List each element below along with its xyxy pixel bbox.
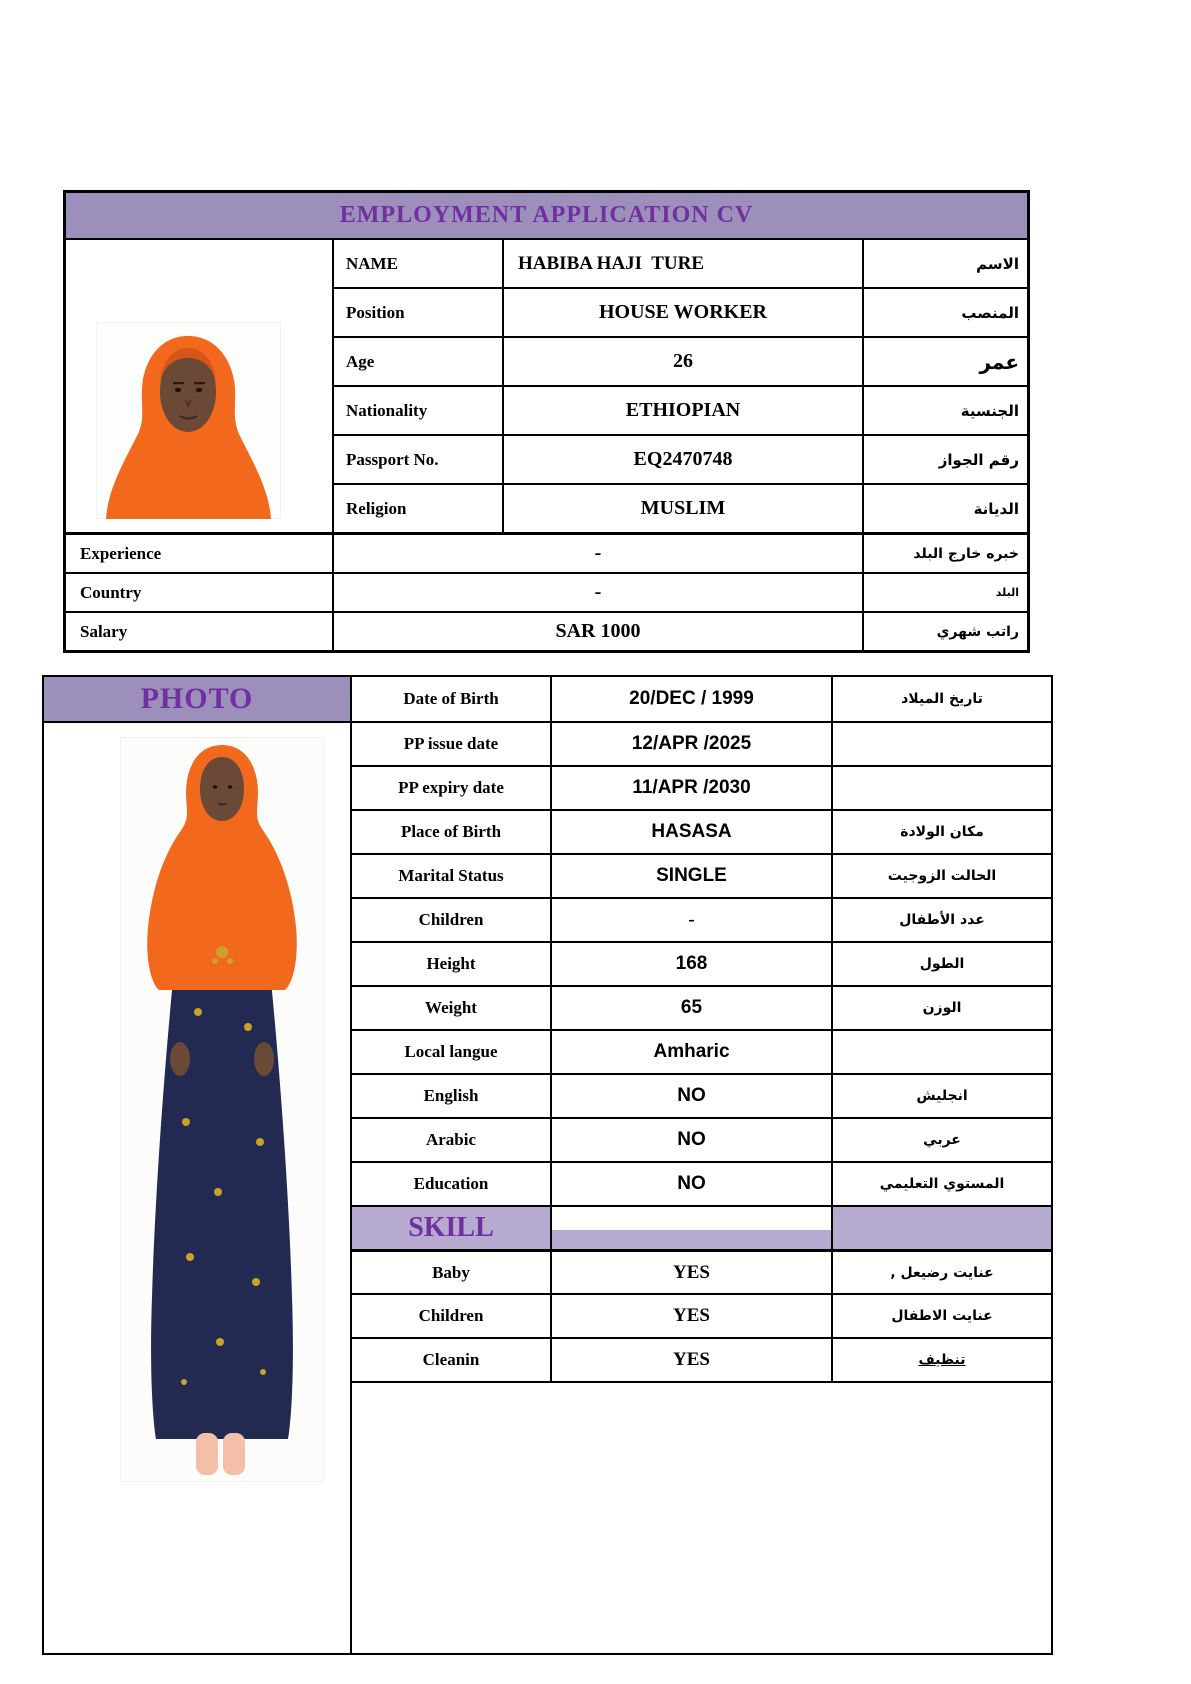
field-value: SINGLE	[552, 855, 833, 897]
field-label: Date of Birth	[352, 677, 552, 721]
field-label-arabic: الوزن	[922, 1000, 962, 1016]
field-value: Amharic	[552, 1031, 833, 1073]
field-value: ETHIOPIAN	[504, 387, 864, 436]
field-label-arabic: عنايت رضيعل ,	[890, 1264, 994, 1281]
field-label: Cleanin	[352, 1339, 552, 1381]
field-value: NO	[552, 1075, 833, 1117]
field-label-arabic: عنايت الاطفال	[891, 1308, 993, 1324]
field-label-arabic: الديانة	[864, 485, 1027, 534]
field-value: YES	[552, 1295, 833, 1337]
field-label-arabic: مكان الولادة	[900, 824, 984, 840]
field-label-arabic: عربي	[923, 1132, 961, 1148]
field-label: Age	[334, 338, 504, 387]
field-value: HABIBA HAJI TURE	[504, 240, 864, 289]
field-value: -	[552, 899, 833, 941]
table-row	[352, 987, 1051, 1031]
field-label-arabic: تاريخ الميلاد	[901, 691, 983, 707]
table-row	[352, 767, 1051, 811]
field-label-arabic: الحالت الزوجيت	[887, 868, 997, 884]
salary-row	[66, 613, 1027, 650]
field-label-arabic	[833, 767, 1051, 809]
field-value: -	[334, 574, 864, 611]
field-value: NO	[552, 1163, 833, 1205]
table-row	[352, 943, 1051, 987]
headshot-photo	[96, 322, 281, 519]
field-label: Place of Birth	[352, 811, 552, 853]
country-row	[66, 574, 1027, 613]
field-label: Position	[334, 289, 504, 338]
field-value: EQ2470748	[504, 436, 864, 485]
field-label: Salary	[66, 613, 334, 650]
table-row	[352, 1075, 1051, 1119]
field-label-arabic: الاسم	[864, 240, 1027, 289]
field-label: Education	[352, 1163, 552, 1205]
field-value: -	[334, 535, 864, 572]
field-label-arabic: تنظيف	[918, 1352, 966, 1368]
table-row	[352, 899, 1051, 943]
field-label-arabic: عدد الأطفال	[899, 912, 985, 928]
field-label: Religion	[334, 485, 504, 534]
field-label-arabic: الطول	[919, 956, 965, 972]
field-label: Marital Status	[352, 855, 552, 897]
field-label-arabic: رقم الجواز	[864, 436, 1027, 485]
field-label: PP issue date	[352, 723, 552, 765]
field-value: NO	[552, 1119, 833, 1161]
details-table	[42, 675, 1053, 1655]
table-header-band	[66, 193, 1027, 240]
field-value: YES	[552, 1252, 833, 1293]
field-label-arabic: المنصب	[864, 289, 1027, 338]
skill-split-cell	[552, 1207, 833, 1249]
field-label-arabic: الجنسية	[864, 387, 1027, 436]
field-label: Local langue	[352, 1031, 552, 1073]
field-value: HOUSE WORKER	[504, 289, 864, 338]
table-row	[352, 855, 1051, 899]
field-value: MUSLIM	[504, 485, 864, 534]
details-rows	[352, 677, 1051, 1383]
table-row	[352, 1163, 1051, 1207]
field-label: Arabic	[352, 1119, 552, 1161]
employment-application-table	[63, 190, 1030, 653]
photo-column	[44, 677, 352, 1653]
field-value: 11/APR /2030	[552, 767, 833, 809]
field-label-arabic: عمر	[864, 338, 1027, 387]
field-label-arabic: راتب شهري	[936, 623, 1019, 640]
field-label: PP expiry date	[352, 767, 552, 809]
field-value: SAR 1000	[334, 613, 864, 650]
table-row	[352, 1339, 1051, 1383]
table-row	[352, 1295, 1051, 1339]
field-label-arabic	[833, 723, 1051, 765]
field-label: Passport No.	[334, 436, 504, 485]
field-value: 12/APR /2025	[552, 723, 833, 765]
field-label: NAME	[334, 240, 504, 289]
table-row	[352, 1251, 1051, 1295]
photo-header-label: PHOTO	[140, 682, 254, 715]
full-body-photo	[120, 737, 325, 1482]
field-label: Country	[66, 574, 334, 611]
experience-row	[66, 535, 1027, 574]
field-label: Height	[352, 943, 552, 985]
field-label: Weight	[352, 987, 552, 1029]
field-value: YES	[552, 1339, 833, 1381]
headshot-photo-cell	[66, 240, 334, 534]
table-row	[352, 1031, 1051, 1075]
field-value: 26	[504, 338, 864, 387]
field-label-arabic	[833, 1031, 1051, 1073]
field-label-arabic: انجليش	[916, 1088, 968, 1104]
table-row	[352, 723, 1051, 767]
table-row	[352, 1119, 1051, 1163]
field-label: Experience	[66, 535, 334, 572]
page-title: EMPLOYMENT APPLICATION CV	[339, 202, 754, 228]
table-row	[352, 811, 1051, 855]
field-label: Children	[352, 1295, 552, 1337]
field-label: English	[352, 1075, 552, 1117]
field-value: 20/DEC / 1999	[552, 677, 833, 721]
field-label: Nationality	[334, 387, 504, 436]
field-label-arabic: المستوي التعليمي	[879, 1176, 1005, 1192]
table-row	[352, 677, 1051, 723]
field-value: HASASA	[552, 811, 833, 853]
photo-header-band	[44, 677, 350, 723]
field-value: 168	[552, 943, 833, 985]
field-label-arabic: البلد	[995, 586, 1019, 599]
field-label: Children	[352, 899, 552, 941]
skill-arabic-cell	[833, 1207, 1051, 1249]
field-label-arabic: خبره خارج البلد	[913, 545, 1019, 562]
skill-header-label: SKILL	[352, 1207, 552, 1249]
skill-section-row	[352, 1207, 1051, 1251]
field-label: Baby	[352, 1252, 552, 1293]
field-value: 65	[552, 987, 833, 1029]
